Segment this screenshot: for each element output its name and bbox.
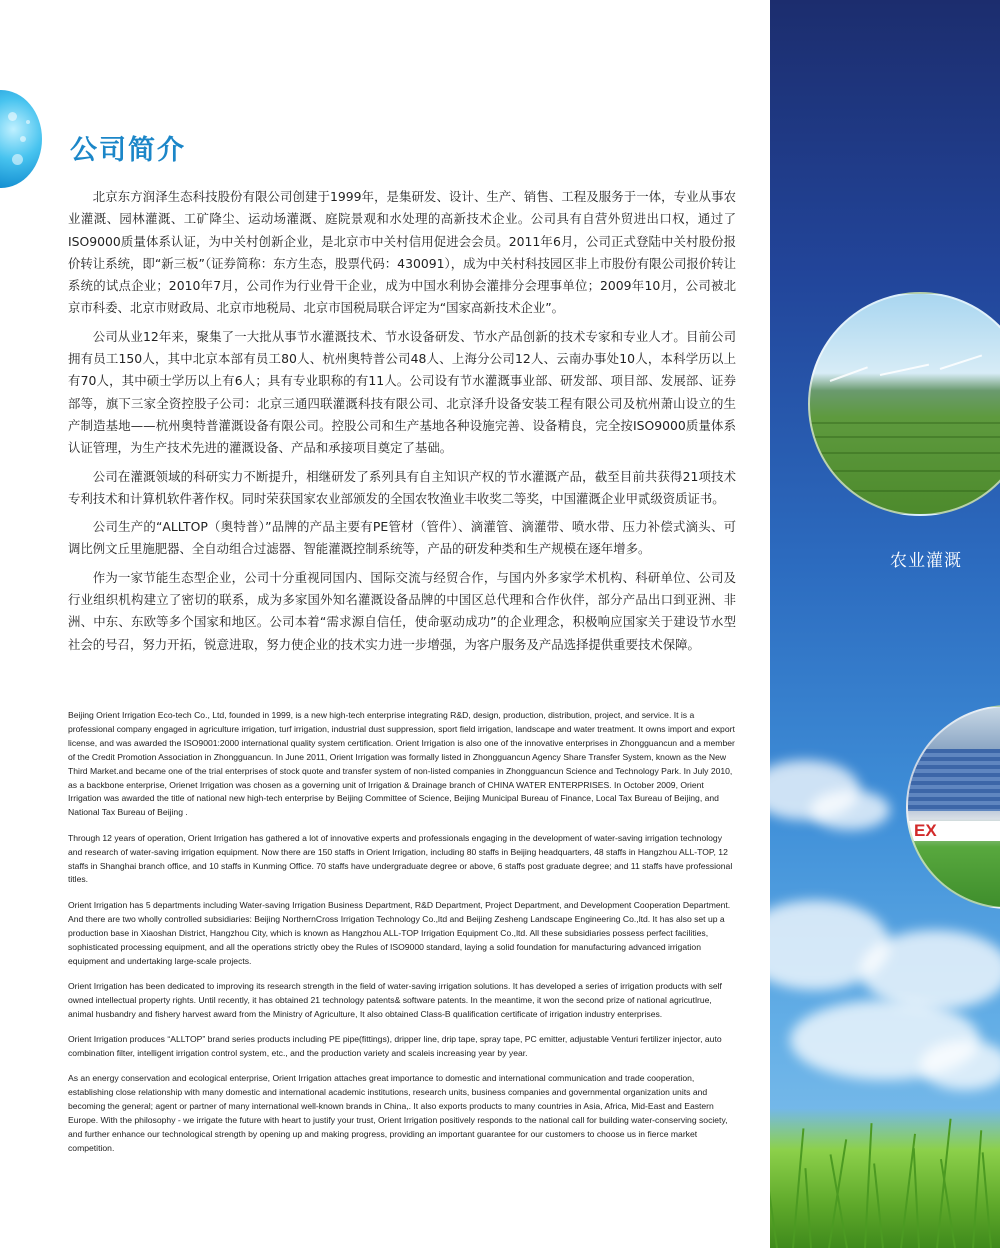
cn-paragraph: 北京东方润泽生态科技股份有限公司创建于1999年，是集研发、设计、生产、销售、工程及服务于一体，专业从事农业灌溉、园林灌溉、工矿降尘、运动场灌溉、庭院景观和水处理的高新技术企业。公司具有自营外贸进出口权，通过了ISO9000质量体系认证，为中关村创新企业，是北京市中关村信用促进会会员。2011年6月，公司正式登陆中关村股份报价转让系统，即“新三板”（证券简称：东方生态，股票代码：430091），成为中关村科技园区非上市股份有限公司报价转让系统的试点企业；2010年7月，公司作为行业骨干企业，成为中国水利协会灌排分会理事单位；2009年10月，公司被北京市科委、北京市财政局、北京市地税局、北京市国税局联合评定为“国家高新技术企业”。 bbox=[68, 189, 736, 316]
en-paragraph: Beijing Orient Irrigation Eco-tech Co., Ltd, founded in 1999, is a new high-tech enterprise integrating R&D, design, production, distribution, project, and service. It is a professional company engaged in agriculture irrigation, turf irrigation, industrial dust suppression, sport field irrigation, landscape and water treatment. It owns import and export license, and was awarded the ISO9001:2000 international quality system certification. Orient Irrigation is also one of the innovative enterprises in Zhongguancun and a member of the Credit Promotion Association in Zhongguancun. In June 2011, Orient Irrigation was formally listed in Zhongguancun Agency Share Transfer System, known as the New Third Market.and became one of the trial enterprises of stock quote and transfer system of non-listed companies in Zhongguancun Science and Technology Park. In July 2010, as a backbone enterprise, Orienet Irrigation was chosen as a governing unit of Irrigation & Drainage branch of CHINA WATER ENTERPRISES. In October 2009, Orient Irrigation was awarded the title of national new high-tech enterprise by Beijing Committee of Science, Beijing Municipal Bureau of Finance, Local Tax Bureau of Beijing, and National Tax Bureau of Beijing . bbox=[68, 710, 735, 818]
agriculture-irrigation-label: 农业灌溉 bbox=[890, 551, 962, 571]
water-drop-icon bbox=[0, 90, 42, 188]
stadium-banner bbox=[908, 821, 1000, 841]
en-paragraph: Orient Irrigation produces “ALLTOP” brand series products including PE pipe(fittings), dripper line, drip tape, spray tape, PC emitter, adjustable Venturi fertilizer injector, auto combination filter, intelligent irrigation control system, etc., and the production variety and scaleis increasing year by year. bbox=[68, 1034, 722, 1059]
banner-letters: EX bbox=[914, 821, 937, 840]
cn-paragraph: 公司生产的“ALLTOP（奥特普）”品牌的产品主要有PE管材（管件）、滴灌管、滴灌带、喷水带、压力补偿式滴头、可调比例文丘里施肥器、全自动组合过滤器、智能灌溉控制系统等，产品的研发种类和生产规模在逐年增多。 bbox=[68, 519, 736, 557]
cn-paragraph: 作为一家节能生态型企业，公司十分重视同国内、国际交流与经贸合作，与国内外多家学术机构、科研单位、公司及行业组织机构建立了密切的联系，成为多家国外知名灌溉设备品牌的中国区总代理和合作伙伴，部分产品出口到亚洲、非洲、中东、东欧等多个国家和地区。公司本着“需求源自信任，使命驱动成功”的企业理念，积极响应国家关于建设节水型社会的号召，努力开拓，锐意进取，努力使企业的技术实力进一步增强，为客户服务及产品选择提供重要技术保障。 bbox=[68, 569, 736, 652]
cn-paragraph: 公司从业12年来，聚集了一大批从事节水灌溉技术、节水设备研发、节水产品创新的技术专家和专业人才。目前公司拥有员工150人，其中北京本部有员工80人、杭州奥特普公司48人、上海分公司12人、云南办事处10人，本科学历以上有70人，其中硕士学历以上有6人；具有专业职称的有11人。公司设有节水灌溉事业部、研发部、项目部、发展部、证券部等，旗下三家全资控股子公司：北京三通四联灌溉科技有限公司、北京泽升设备安装工程有限公司及杭州萧山设立的生产制造基地——杭州奥特普灌溉设备有限公司。控股公司和生产基地各种设施完善、设备精良，完全按ISO9000质量体系认证管理，为生产技术先进的灌溉设备、产品和承接项目奠定了基础。 bbox=[68, 328, 736, 456]
en-paragraph: Through 12 years of operation, Orient Irrigation has gathered a lot of innovative experts and professionals engaging in the development of water-saving irrigation technology and research of water-saving irrigation equipment. Now there are 150 staffs in Orient Irrigation, including 80 staffs in Beijing headquarters, 48 staffs in Hangzhou ALL-TOP, 12 staffs in Shanghai branch office, and 10 staffs in Kunming Office. 70 staffs have undergraduate degree or above, 6 staffs post graduate degree; and 11 staffs have professional titles. bbox=[68, 832, 733, 885]
grass-strip bbox=[770, 1108, 1000, 1248]
english-intro bbox=[68, 709, 736, 1167]
cn-paragraph: 公司在灌溉领域的科研实力不断提升，相继研发了系列具有自主知识产权的节水灌溉产品，截至目前共获得21项技术专利技术和计算机软件著作权。同时荣获国家农业部颁发的全国农牧渔业丰收奖二等奖，中国灌溉企业甲贰级资质证书。 bbox=[68, 468, 736, 506]
en-paragraph: As an energy conservation and ecological enterprise, Orient Irrigation attaches great importance to domestic and international communication and trade cooperation, establishing close relationship with many domestic and international academic institutions, research units, business companies and governmental organization units and becoming the general; agent or partner of many international well-known brands in China,. It also exports products to many countries in Asia, Africa, Mid-East and Eastern Europe. With the philosophy - we irrigate the future with heart to justify your trust, Orient Irrigation positively responds to the national call for building water-conserving society, and further enhance our technological strength by opening up and making progress, providing an important guarantee for our customers to choose us in fierce market competition. bbox=[68, 1073, 728, 1153]
en-paragraph: Orient Irrigation has been dedicated to improving its research strength in the field of water-saving irrigation solutions. It has developed a series of irrigation products with self owned intellectual property rights. Until recently, it has obtained 21 technology patents& software patents. In the meantime, it won the second prize of national agricutlrue, animal husbandry and fishery harvest award from the Ministry of Agriculture, It also obtained Class-B qualification certificate of irrigation industry enterprises. bbox=[68, 980, 722, 1019]
page-title: 公司简介 bbox=[70, 135, 186, 166]
sky-panel bbox=[770, 0, 1000, 1248]
stadium-stands bbox=[908, 749, 1000, 811]
en-paragraph: Orient Irrigation has 5 departments including Water-saving Irrigation Business Department, R&D Department, Project Department, and Development Cooperation Department. And there are two wholly controlled subsidiaries: Beijing NorthernCross Irrigation Technology Co.,ltd and Beijing Zesheng Landscape Engineering Co.,ltd. It has also set up a production base in Xiaoshan District, Hangzhou City, which is known as Hangzhou ALL-TOP Irrigation Equipment Co.,ltd. All these subsidiaries possess perfect facilities, sophisticated processing equipment, and all the operations strictly obey the Rules of ISO9000 standard, laying a solid foundation for manufacturing advanced irrigation equipment and undertaking large-scale projects. bbox=[68, 899, 731, 966]
chinese-intro bbox=[68, 186, 736, 662]
